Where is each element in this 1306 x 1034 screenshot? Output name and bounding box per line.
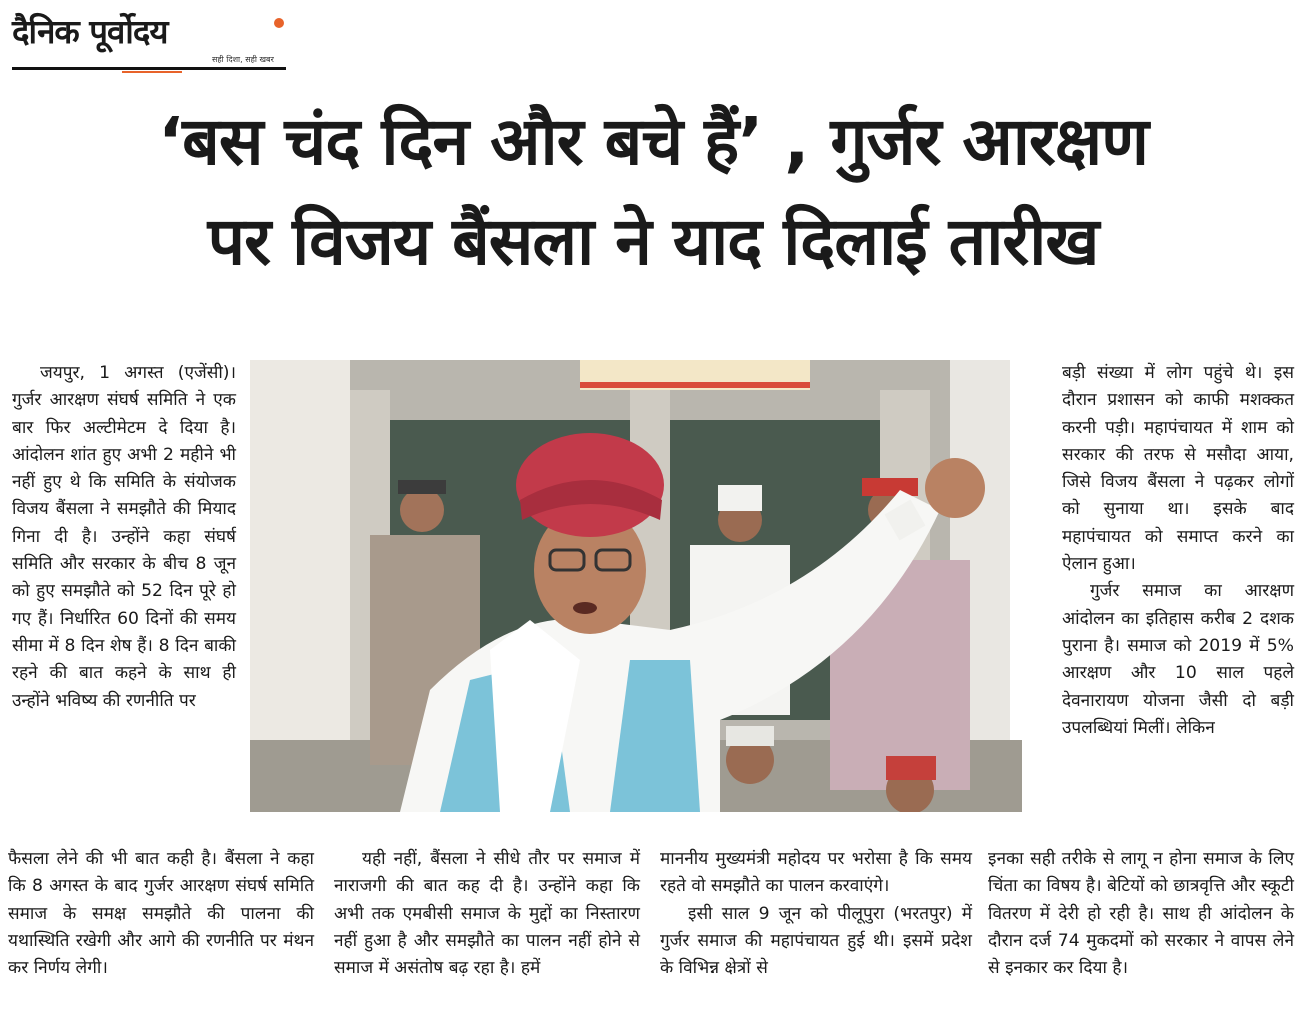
article-column-4 xyxy=(1062,360,1294,742)
article-paragraph: इनका सही तरीके से लागू न होना समाज के लिए चिंता का विषय है। बेटियों को छात्रवृत्ति और स्कूटी वितरण में देरी हो रही है। साथ ही आंदोलन के दौरान दर्ज 74 मुकदमों को सरकार ने वापस लेने से इनकार कर दिया है। xyxy=(988,849,1294,979)
article-paragraph: यही नहीं, बैंसला ने सीधे तौर पर समाज में नाराजगी की बात कह दी है। उन्होंने कहा कि अभी तक एमबीसी समाज के मुद्दों का निस्तारण नहीं हुआ है और समझौते का पालन नहीं होने से समाज में असंतोष बढ़ रहा है। हमें xyxy=(334,849,640,979)
masthead-rule-accent xyxy=(122,71,182,73)
article-paragraph: फैसला लेने की भी बात कही है। बैंसला ने कहा कि 8 अगस्त के बाद गुर्जर आरक्षण संघर्ष समिति समाज के समक्ष समझौते की पालना की यथास्थिति रखेगी और आगे की रणनीति पर मंथन कर निर्णय लेगी। xyxy=(8,849,314,979)
newspaper-title: दैनिक पूर्वोदय xyxy=(12,12,168,51)
article-column-2 xyxy=(334,846,640,982)
article-column-1b xyxy=(8,846,314,982)
headline xyxy=(20,92,1286,292)
masthead xyxy=(12,10,286,72)
photo-speaker-icon xyxy=(250,360,1022,812)
headline-line-1: ‘बस चंद दिन और बचे हैं’ , गुर्जर आरक्षण xyxy=(158,103,1148,180)
headline-line-2: पर विजय बैंसला ने याद दिलाई तारीख xyxy=(207,203,1099,280)
article-column-3 xyxy=(660,846,972,982)
logo-dot-icon xyxy=(274,18,284,28)
news-photo xyxy=(250,360,1022,812)
article-column-1 xyxy=(12,360,236,715)
article-paragraph: गुर्जर समाज का आरक्षण आंदोलन का इतिहास करीब 2 दशक पुराना है। समाज को 2019 में 5% आरक्षण और 10 साल पहले देवनारायण योजना जैसी दो बड़ी उपलब्धियां मिलीं। लेकिन xyxy=(1062,581,1294,738)
article-paragraph: इसी साल 9 जून को पीलूपुरा (भरतपुर) में गुर्जर समाज की महापंचायत हुई थी। इसमें प्रदेश के विभिन्न क्षेत्रों से xyxy=(660,903,972,979)
article-column-4b xyxy=(988,846,1294,982)
newspaper-tagline: सही दिशा, सही खबर xyxy=(212,55,274,64)
article-paragraph: माननीय मुख्यमंत्री महोदय पर भरोसा है कि समय रहते वो समझौते का पालन करवाएंगे। xyxy=(660,849,972,897)
masthead-rule xyxy=(12,67,286,70)
article-paragraph: बड़ी संख्या में लोग पहुंचे थे। इस दौरान प्रशासन को काफी मशक्कत करनी पड़ी। महापंचायत में शाम को सरकार की तरफ से मसौदा आया, जिसे विजय बैंसला ने पढ़कर लोगों को सुनाया था। इसके बाद महापंचायत को समाप्त करने का ऐलान हुआ। xyxy=(1062,363,1294,575)
article-paragraph: जयपुर, 1 अगस्त (एजेंसी)। गुर्जर आरक्षण संघर्ष समिति ने एक बार फिर अल्टीमेटम दे दिया है। आंदोलन शांत हुए अभी 2 महीने भी नहीं हुए थे कि समिति के संयोजक विजय बैंसला ने समझौते की मियाद गिना दी है। उन्होंने कहा संघर्ष समिति और सरकार के बीच 8 जून को हुए समझौते को 52 दिन पूरे हो गए हैं। निर्धारित 60 दिनों की समय सीमा में 8 दिन शेष हैं। 8 दिन बाकी रहने की बात कहने के साथ ही उन्होंने भविष्य की रणनीति पर xyxy=(12,363,236,711)
